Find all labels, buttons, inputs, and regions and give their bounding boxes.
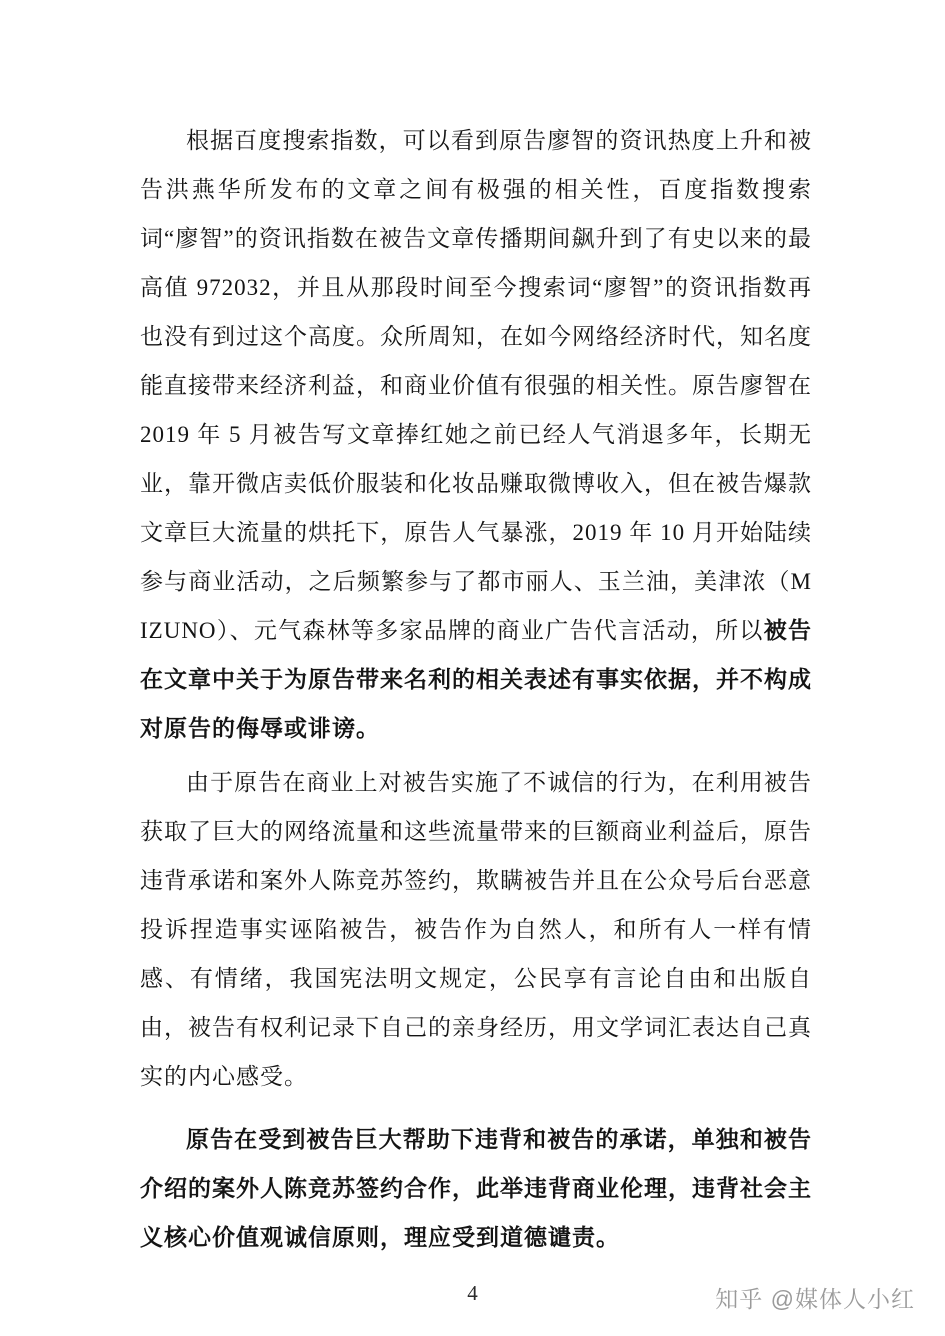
page-number: 4 <box>467 1281 478 1305</box>
text-segment: 根据百度搜索指数，可以看到原告廖智的资讯热度上升和被告洪燕华所发布的文章之间有极强的相关性，百度指数搜索词“廖智”的资讯指数在被告文章传播期间飙升到了有史以来的最高值 972032，并且从那段时间至今搜索词“廖智”的资讯指数再也没有到过这个高度。众所周知，在如今网络经济时代，知名度能直接带来经济利益，和商业价值有很强的相关性。原告廖智在 2019 年 5 月被告写文章捧红她之前已经人气消退多年，长期无业，靠开微店卖低价服装和化妆品赚取微博收入，但在被告爆款文章巨大流量的烘托下，原告人气暴涨，2019 年 10 月开始陆续参与商业活动，之后频繁参与了都市丽人、玉兰油，美津浓（MIZUNO）、元气森林等多家品牌的商业广告代言活动，所以 <box>140 128 812 643</box>
document-body <box>140 116 812 1262</box>
paragraph <box>140 116 812 753</box>
bold-text-segment: 被告在文章中关于为原告带来名利的相关表述有事实依据，并不构成对原告的侮辱或诽谤。 <box>140 618 812 741</box>
paragraph <box>140 1115 812 1262</box>
paragraph <box>140 758 812 1101</box>
bold-text-segment: 原告在受到被告巨大帮助下违背和被告的承诺，单独和被告介绍的案外人陈竞苏签约合作，此举违背商业伦理，违背社会主义核心价值观诚信原则，理应受到道德谴责。 <box>140 1127 812 1250</box>
text-segment: 由于原告在商业上对被告实施了不诚信的行为，在利用被告获取了巨大的网络流量和这些流量带来的巨额商业利益后，原告违背承诺和案外人陈竞苏签约，欺瞒被告并且在公众号后台恶意投诉捏造事实诬陷被告，被告作为自然人，和所有人一样有情感、有情绪，我国宪法明文规定，公民享有言论自由和出版自由，被告有权利记录下自己的亲身经历，用文学词汇表达自己真实的内心感受。 <box>140 770 812 1089</box>
watermark: 知乎 @媒体人小红 <box>715 1286 915 1312</box>
